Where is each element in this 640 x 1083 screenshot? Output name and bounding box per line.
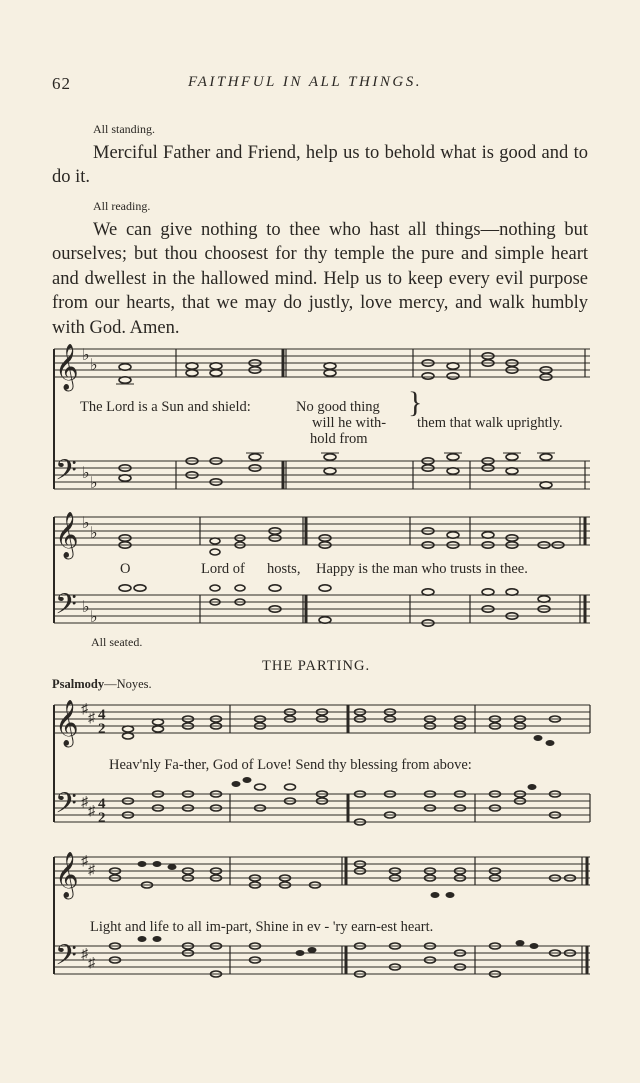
- bass-clef-icon: 𝄢: [55, 939, 77, 979]
- chant-lyric-2a: O: [120, 561, 131, 577]
- hymn-title: THE PARTING.: [262, 658, 371, 674]
- reading-text: [52, 218, 588, 340]
- sharp-icon: ♯: [81, 702, 88, 717]
- flat-icon: ♭: [90, 475, 98, 492]
- flat-icon: ♭: [82, 599, 90, 616]
- time-sig-bottom: 2: [98, 810, 106, 826]
- sharp-icon: ♯: [88, 956, 95, 971]
- composer: —Noyes.: [104, 677, 152, 691]
- hymn-lyric-2: Light and life to all im-part, Shine in ev - 'ry earn-est heart.: [90, 919, 434, 935]
- running-title: FAITHFUL IN ALL THINGS.: [188, 74, 422, 90]
- time-sig-top: 4: [98, 796, 106, 812]
- tune-attribution: [52, 677, 152, 692]
- chant-lyric-1b: No good thing: [296, 399, 380, 415]
- sharp-icon: ♯: [81, 854, 88, 869]
- flat-icon: ♭: [90, 357, 98, 374]
- sharp-icon: ♯: [88, 804, 95, 819]
- chant-lyric-2d: Happy is the man who trusts in thee.: [316, 561, 528, 577]
- sharp-icon: ♯: [88, 711, 95, 726]
- rubric-seated: All seated.: [91, 635, 143, 649]
- treble-clef-icon: 𝄞: [55, 344, 79, 390]
- bass-staff: [54, 461, 590, 489]
- bass-clef-icon: 𝄢: [55, 588, 77, 628]
- flat-icon: ♭: [82, 465, 90, 482]
- sharp-icon: ♯: [88, 863, 95, 878]
- prayer-text: [52, 141, 588, 190]
- bass-clef-icon: 𝄢: [55, 787, 77, 827]
- sharp-icon: ♯: [81, 947, 88, 962]
- flat-icon: ♭: [82, 515, 90, 532]
- chant-lyric-2b: Lord of: [201, 561, 245, 577]
- sharp-icon: ♯: [81, 795, 88, 810]
- time-sig-bottom: 2: [98, 721, 106, 737]
- chant-lyric-1e: them that walk uprightly.: [417, 415, 563, 431]
- page-number: 62: [52, 74, 71, 93]
- chant-lyric-2c: hosts,: [267, 561, 301, 577]
- flat-icon: ♭: [82, 347, 90, 364]
- flat-icon: ♭: [90, 609, 98, 626]
- treble-clef-icon: 𝄞: [55, 700, 79, 746]
- reading-paragraph: We can give nothing to thee who hast all things—nothing but ourselves; but thou choosest for thy temple the pure and simple heart and dwellest in the hallowed mind. Help us to keep every evil purpose from our hearts, that we may do justly, love mercy, and walk humbly with God. Amen.: [52, 220, 588, 338]
- brace-right: }: [408, 386, 423, 419]
- quarter-notes: [138, 861, 539, 956]
- rubric-standing: All standing.: [93, 122, 155, 136]
- treble-clef-icon: 𝄞: [55, 852, 79, 898]
- prayer-paragraph: Merciful Father and Friend, help us to behold what is good and to do it.: [52, 143, 588, 188]
- chant-lyric-1c: will he with-: [312, 415, 387, 431]
- time-sig-top: 4: [98, 707, 106, 723]
- flat-icon: ♭: [90, 525, 98, 542]
- bass-clef-icon: 𝄢: [55, 454, 77, 494]
- treble-clef-icon: 𝄞: [55, 512, 79, 558]
- chant-lyric-1d: hold from: [310, 431, 368, 447]
- rubric-reading: All reading.: [93, 199, 151, 213]
- chant-lyric-1a: The Lord is a Sun and shield:: [80, 399, 251, 415]
- hymn-lyric-1: Heav'nly Fa-ther, God of Love! Send thy blessing from above:: [109, 757, 472, 773]
- tune-name: Psalmody: [52, 677, 105, 691]
